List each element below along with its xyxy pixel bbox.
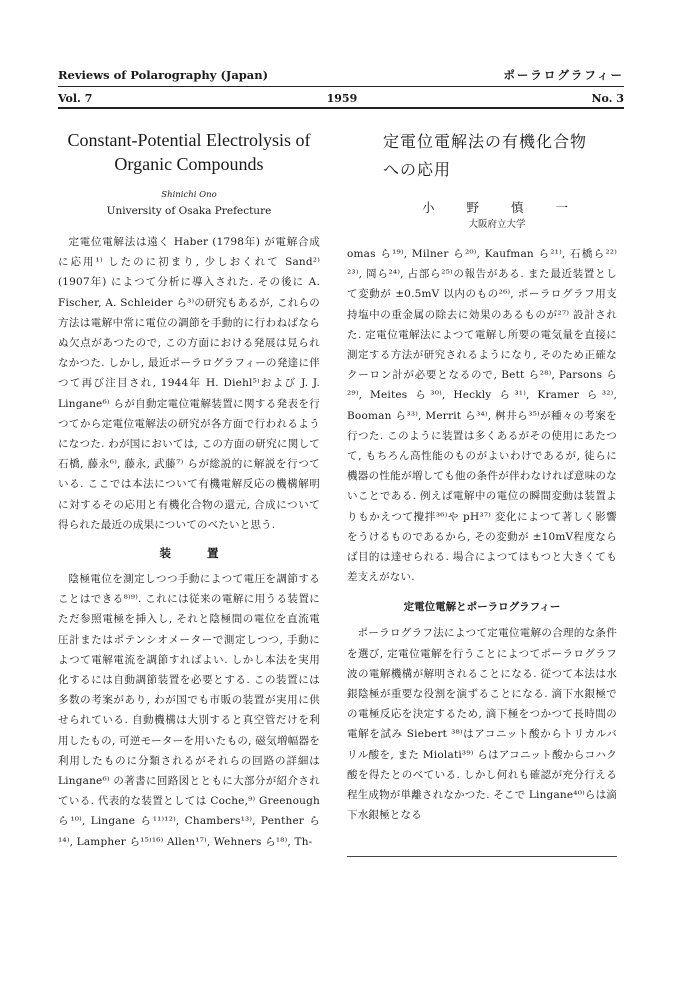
intro-paragraph: 定電位電解法は遠く Haber (1798年) が電解合成に応用¹⁾ したのに初まり, 少しおくれて Sand²⁾ (1907年) によつて分析に導入された. その後に A. Fischer, A. Schleider ら³⁾の研究もあるが, これらの方法は電解中常に電位の調節を手動的に行わねばならぬ欠点があつたので, この方面における発展は見られなかつた. しかし, 最近ポーラログラフィーの発達に伴つて再び注目され, 1944年 H. Diehl⁵⁾および J. J. Lingane⁶⁾ らが自動定電位電解装置に関する発表を行つてから定電位電解法の研究が各方面で行われるようになつた. わが国においては, この方面の研究に関して石橋, 藤永⁶⁾, 藤永, 武藤⁷⁾ らが総説的に解説を行つている. ここでは本法について有機電解反応の機構解明に対するその応用と有機化合物の還元, 合成について得られた最近の成果についてのべたいと思う. [58, 236, 320, 531]
issue-number: No. 3 [591, 91, 624, 105]
header-rule-bottom [58, 107, 624, 109]
english-title [58, 128, 320, 176]
journal-name-jp: ポーラログラフィー [503, 68, 624, 82]
section-heading-polarography: 定電位電解とポーラログラフィー [403, 601, 561, 614]
japanese-title-line1: 定電位電解法の有機化合物 [383, 132, 588, 151]
issue-line [58, 90, 624, 106]
footnote-rule [347, 856, 617, 857]
english-title-line2: Organic Compounds [114, 154, 264, 174]
polarography-paragraph: ポーラログラフ法によつて定電位電解の合理的な条件を選び, 定電位電解を行うことによつてポーラログラフ波の電解機構が解明されることになる. 従つて本法は水銀陰極が重要な役割を演ずることになる. 滴下水銀極での電極反応を決定するため, 滴下極をつかつて長時間の電解を試み Siebert ³⁸⁾はアコニット酸からトリカルバリル酸を, また Miolati³⁹⁾ らはアコニット酸からコハク酸を得たとのべている. しかし何れも確認が充分行える程生成物が単離されなかつた. そこで Lingane⁴⁰⁾らは滴下水銀極となる [347, 627, 617, 822]
continued-paragraph: omas ら¹⁹⁾, Milner ら²⁰⁾, Kaufman ら²¹⁾, 石橋ら²²⁾²³⁾, 岡ら²⁴⁾, 占部ら²⁵⁾の報告がある. また最近装置として変動が ±0.5mV 以内のもの²⁶⁾, ポーラログラフ用支持塩中の重金属の除去に効果のあるものが²⁷⁾ 設計された. 定電位電解法によつて電解し所要の電気量を直接に測定する方法が研究されるようになり, そのため正確なクーロン計が必要となるので, Bett ら²⁸⁾, Parsons ら²⁹⁾, Meites ら³⁰⁾, Heckly ら³¹⁾, Kramer ら³²⁾, Booman ら³³⁾, Merrit ら³⁴⁾, 桝井ら³⁵⁾が種々の考案を行つた. このように装置は多くあるがその使用にあたつて, もちろん高性能のものがよいわけであるが, 徒らに機器の性能が増しても他の条件が伴わなければ意味のないことである. 例えば電解中の電位の瞬間変動は装置よりもかえつて攪拌³⁶⁾や pH³⁷⁾ 変化によつて著しく影響をうけるものであるから, その変動が ±10mV程度ならば目的は達せられる. 場合によつてはもつと大きくても差支えがない. [347, 248, 617, 584]
device-paragraph: 陰極電位を測定しつつ手動によつて電圧を調節することはできる⁸⁾⁹⁾. これには従来の電解に用うる装置にただ参照電極を挿入し, それと陰極間の電位を直流電圧計またはポテンシオメーターで測定しつつ, 手動によつて電解電流を調節すればよい. しかし本法を実用化するには自動調節装置を必要とする. この装置には多数の考案があり, わが国でも市販の装置が実用に供せられている. 自動機構は大別すると真空管だけを利用したもの, 可逆モーターを用いたもの, 磁気増幅器を利用したものに分類されるがそれらの回路の詳細は Lingane⁶⁾ の著書に回路図とともに大部分が紹介されている. 代表的な装置としては Coche,⁹⁾ Greenough ら¹⁰⁾, Lingane ら¹¹⁾¹²⁾, Chambers¹³⁾, Penther ら¹⁴⁾, Lampher ら¹⁵⁾¹⁶⁾ Allen¹⁷⁾, Wehners ら¹⁸⁾, Th- [58, 573, 320, 848]
japanese-title-line2: への応用 [383, 160, 452, 179]
journal-name: Reviews of Polarography (Japan) [58, 68, 269, 82]
section-heading-device: 装置 [159, 546, 255, 561]
english-affiliation: University of Osaka Prefecture [106, 205, 272, 217]
japanese-author: 小 野 慎 一 [422, 200, 582, 215]
volume: Vol. 7 [58, 91, 93, 105]
right-column [347, 128, 617, 825]
left-column [58, 128, 320, 852]
header-rule-top [58, 86, 624, 87]
english-author: Shinichi Ono [161, 190, 217, 200]
english-title-line1: Constant-Potential Electrolysis of [67, 130, 311, 150]
japanese-title [383, 128, 617, 184]
running-header [58, 66, 624, 84]
japanese-affiliation: 大阪府立大学 [468, 219, 526, 230]
year: 1959 [326, 91, 358, 105]
